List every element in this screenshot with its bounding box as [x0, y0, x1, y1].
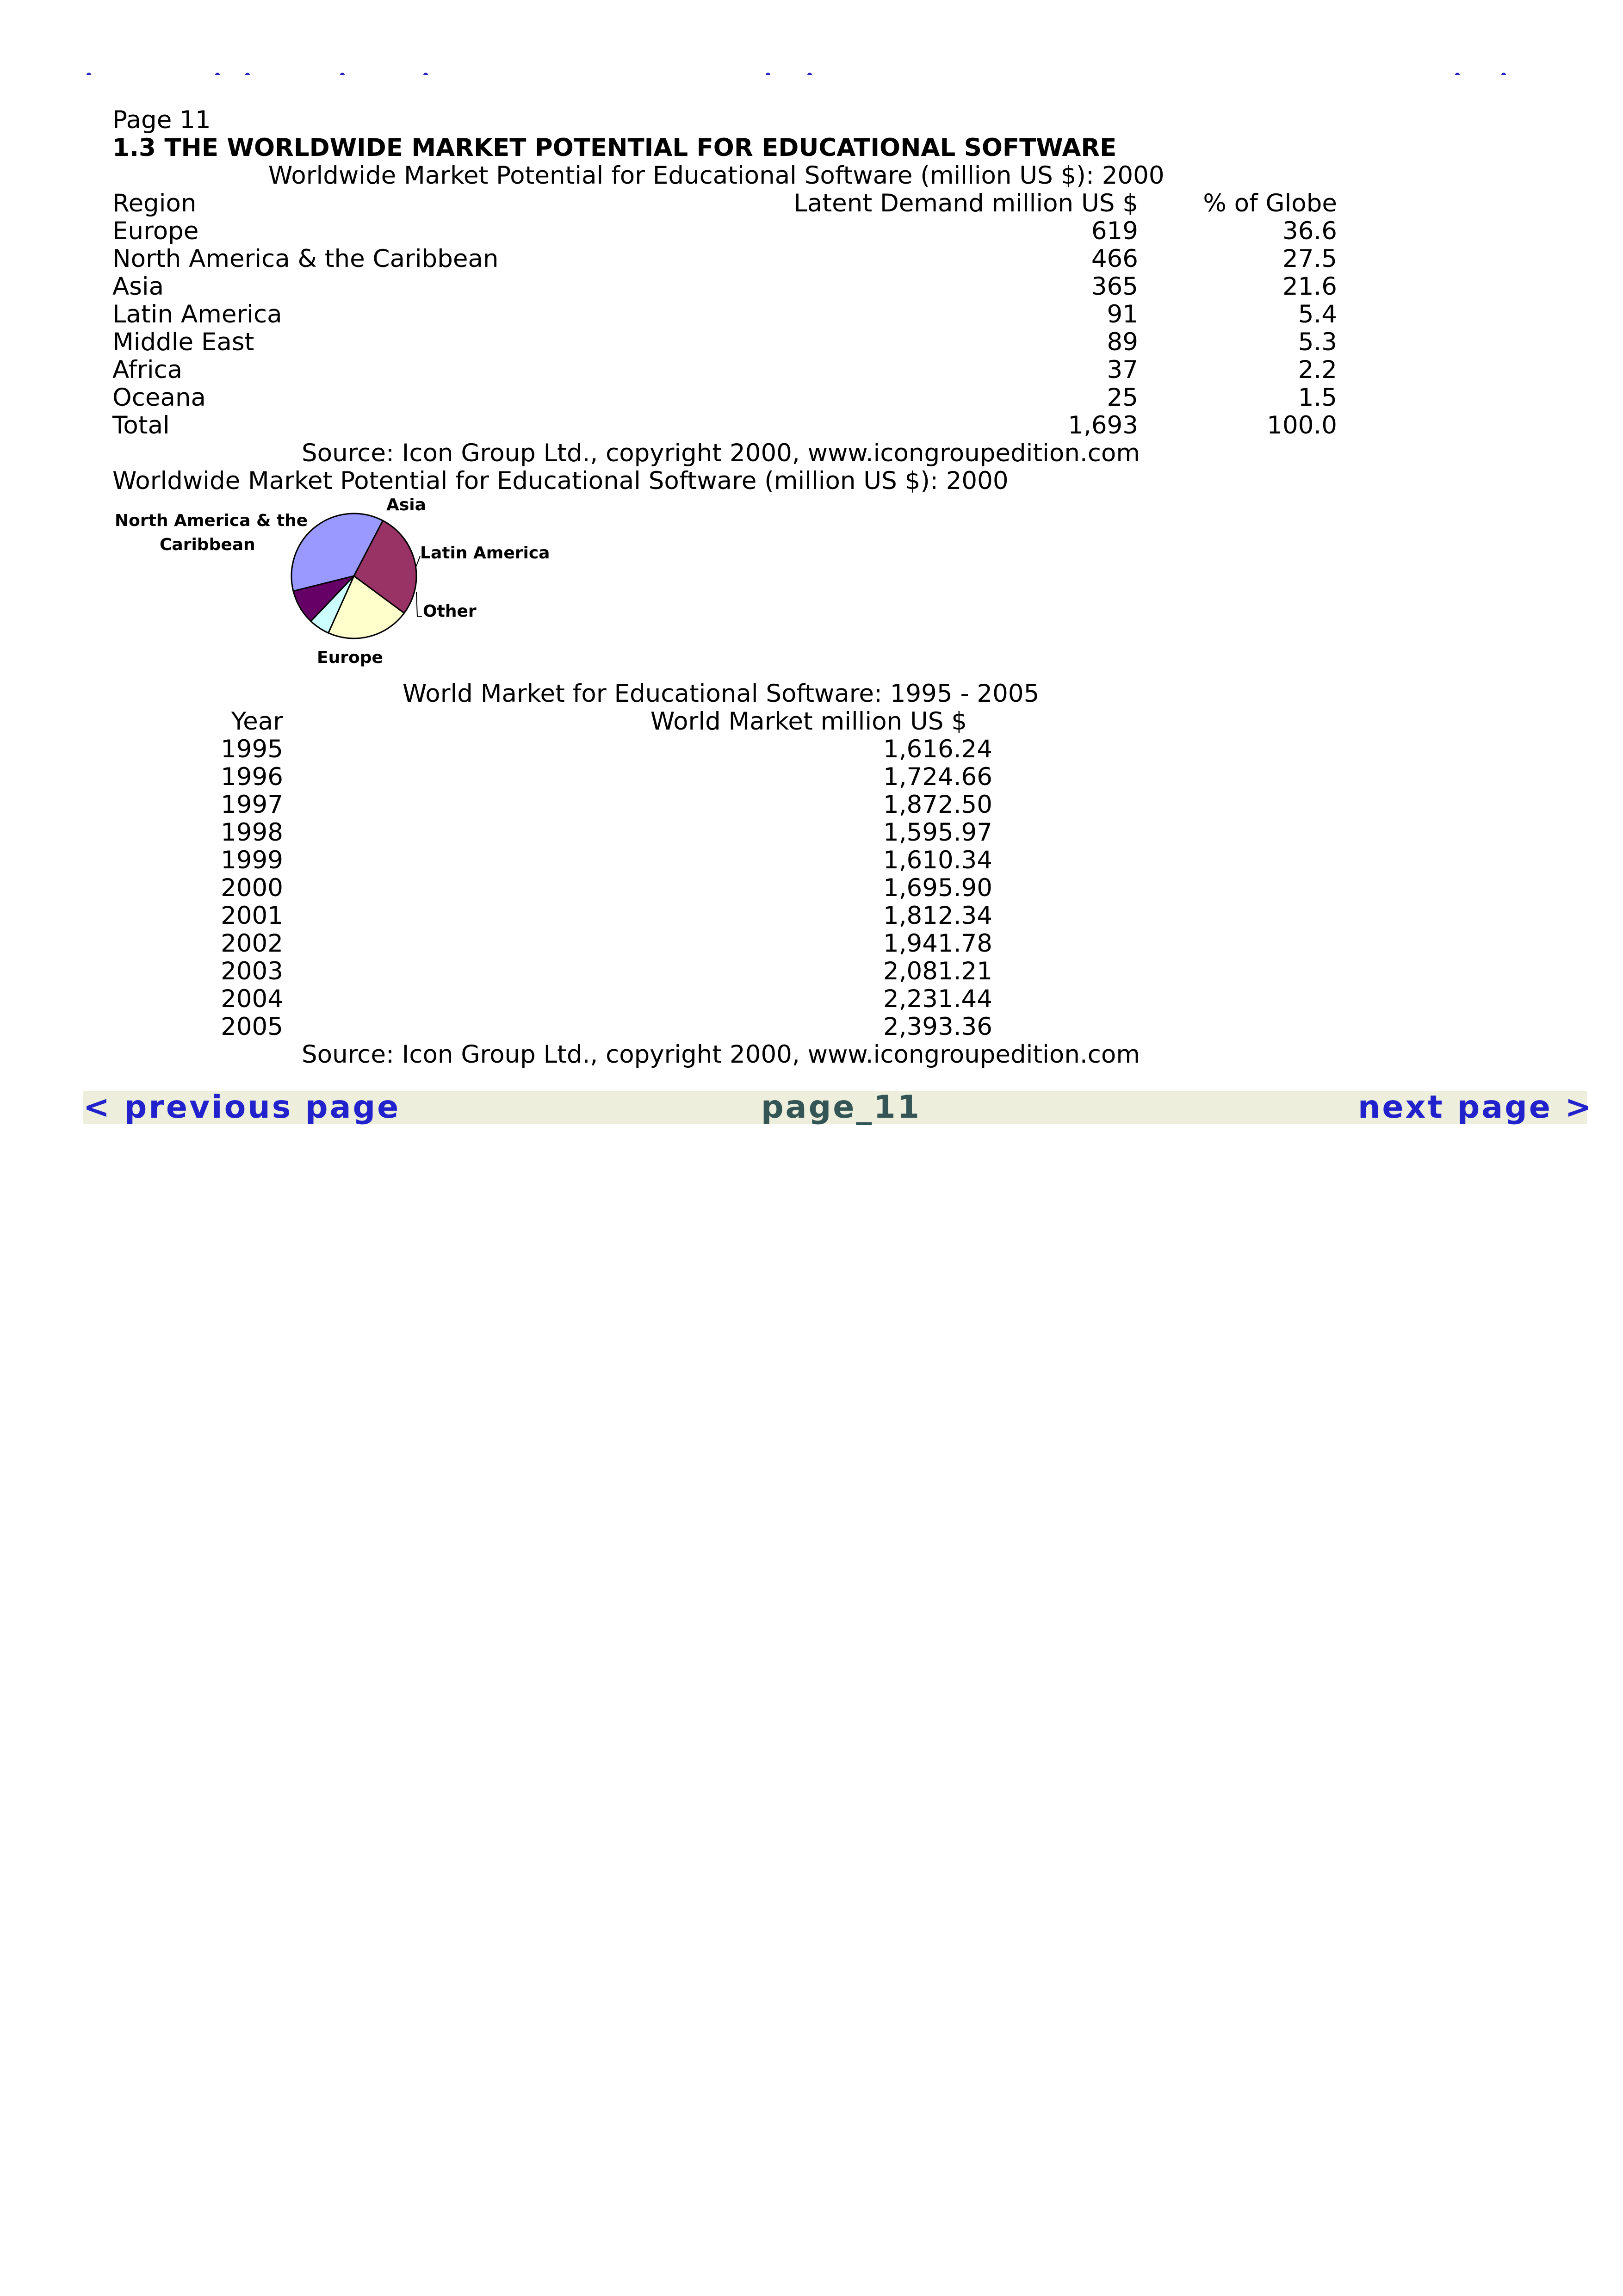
table2-year: 1996	[221, 763, 283, 791]
table1-region: Asia	[112, 272, 164, 301]
pie-leader-latin	[415, 556, 420, 568]
table-row	[0, 985, 1623, 1013]
table2-market: 2,393.36	[883, 1013, 992, 1041]
table2-market: 1,872.50	[883, 791, 992, 819]
clipped-nav-marks-right	[1439, 70, 1531, 75]
table1-demand: 1,693	[1068, 411, 1138, 439]
table1-title: Worldwide Market Potential for Educational Software (million US $): 2000	[268, 161, 1165, 190]
pie-label-europe: Europe	[317, 648, 383, 667]
table2-header-year: Year	[231, 707, 283, 736]
table-row	[0, 902, 1623, 930]
next-page-link[interactable]: next page >	[1358, 1089, 1593, 1126]
table2-year: 2000	[221, 874, 283, 902]
table1-globe: 36.6	[1282, 217, 1337, 245]
table1-globe: 1.5	[1298, 384, 1337, 412]
table1-demand: 91	[1107, 300, 1138, 328]
table-row	[0, 273, 1623, 301]
table1-demand: 37	[1107, 356, 1138, 384]
table2-year: 1995	[221, 735, 283, 763]
table2-header-market: World Market million US $	[650, 707, 967, 736]
table2-year: 2002	[221, 929, 283, 958]
table-row	[0, 301, 1623, 328]
table2-market: 2,081.21	[883, 957, 992, 985]
table1-globe: 100.0	[1267, 411, 1337, 439]
table2-market: 1,724.66	[883, 763, 992, 791]
section-heading: 1.3 THE WORLDWIDE MARKET POTENTIAL FOR EDUCATIONAL SOFTWARE	[112, 134, 1117, 162]
table-row	[0, 763, 1623, 791]
table1-globe: 27.5	[1282, 245, 1337, 273]
table1-region: North America & the Caribbean	[112, 245, 499, 273]
table2-year: 1999	[221, 846, 283, 874]
table2-year: 2004	[221, 985, 283, 1013]
table2-header-row	[0, 708, 1623, 736]
table2-market: 1,595.97	[883, 818, 992, 847]
clipped-nav-remnant-left	[83, 66, 500, 75]
table1-region: Europe	[112, 217, 199, 245]
table1-header-row	[0, 190, 1623, 217]
table1-header-globe: % of Globe	[1203, 189, 1337, 217]
table2-market: 1,610.34	[883, 846, 992, 874]
table2-market: 1,941.78	[883, 929, 992, 958]
table2-market: 2,231.44	[883, 985, 992, 1013]
table2-year: 2001	[221, 902, 283, 930]
table1-total-row	[0, 412, 1623, 439]
clipped-nav-remnant-mid	[750, 66, 842, 75]
table-row	[0, 217, 1623, 245]
table-row	[0, 874, 1623, 902]
table-row	[0, 328, 1623, 356]
table1-region: Africa	[112, 356, 183, 384]
table-row	[0, 245, 1623, 273]
table2-title: World Market for Educational Software: 1995 - 2005	[403, 680, 1040, 708]
clipped-nav-marks-left	[83, 70, 500, 75]
table2-year: 1998	[221, 818, 283, 847]
clipped-nav-marks-mid	[750, 70, 842, 75]
pie-label-other: Other	[423, 602, 477, 621]
table1-region: Oceana	[112, 384, 206, 412]
table1-region: Middle East	[112, 328, 254, 356]
table2-year: 1997	[221, 791, 283, 819]
table1-demand: 89	[1107, 328, 1138, 356]
table1-region: Latin America	[112, 300, 282, 328]
table2-year: 2003	[221, 957, 283, 985]
table1-region: Total	[112, 411, 170, 439]
pie-label-na-2: Caribbean	[160, 535, 255, 554]
table1-demand: 466	[1091, 245, 1138, 273]
table-row	[0, 736, 1623, 763]
table-row	[0, 1013, 1623, 1041]
table1-header-demand: Latent Demand million US $	[793, 189, 1138, 217]
pie-leader-other	[416, 592, 422, 616]
pie-label-asia: Asia	[386, 495, 426, 514]
table-row	[0, 958, 1623, 985]
pie-label-latin-america: Latin America	[420, 544, 550, 563]
pie-chart-title: Worldwide Market Potential for Educational Software (million US $): 2000	[112, 467, 1009, 495]
clipped-nav-remnant-right	[1439, 66, 1531, 75]
table2-market: 1,616.24	[883, 735, 992, 763]
table1-globe: 21.6	[1282, 272, 1337, 301]
table1-header-region: Region	[112, 189, 197, 217]
table1-source: Source: Icon Group Ltd., copyright 2000, www.icongroupedition.com	[302, 439, 1140, 467]
table2-year: 2005	[221, 1013, 283, 1041]
pie-label-na: North America & the	[115, 511, 308, 530]
table-row	[0, 819, 1623, 847]
table1-demand: 619	[1091, 217, 1138, 245]
table1-demand: 25	[1107, 384, 1138, 412]
previous-page-link[interactable]: < previous page	[83, 1089, 401, 1126]
table1-globe: 2.2	[1298, 356, 1337, 384]
table-row	[0, 356, 1623, 384]
table1-globe: 5.3	[1298, 328, 1337, 356]
table2-source: Source: Icon Group Ltd., copyright 2000, www.icongroupedition.com	[302, 1040, 1140, 1069]
table2-market: 1,812.34	[883, 902, 992, 930]
table1-demand: 365	[1091, 272, 1138, 301]
table1-globe: 5.4	[1298, 300, 1337, 328]
table2-market: 1,695.90	[883, 874, 992, 902]
table-row	[0, 847, 1623, 874]
table-row	[0, 384, 1623, 412]
page-label: Page 11	[112, 106, 211, 134]
table-row	[0, 930, 1623, 958]
table-row	[0, 791, 1623, 819]
current-page-label: page_11	[761, 1089, 921, 1126]
pie-chart	[111, 495, 574, 680]
